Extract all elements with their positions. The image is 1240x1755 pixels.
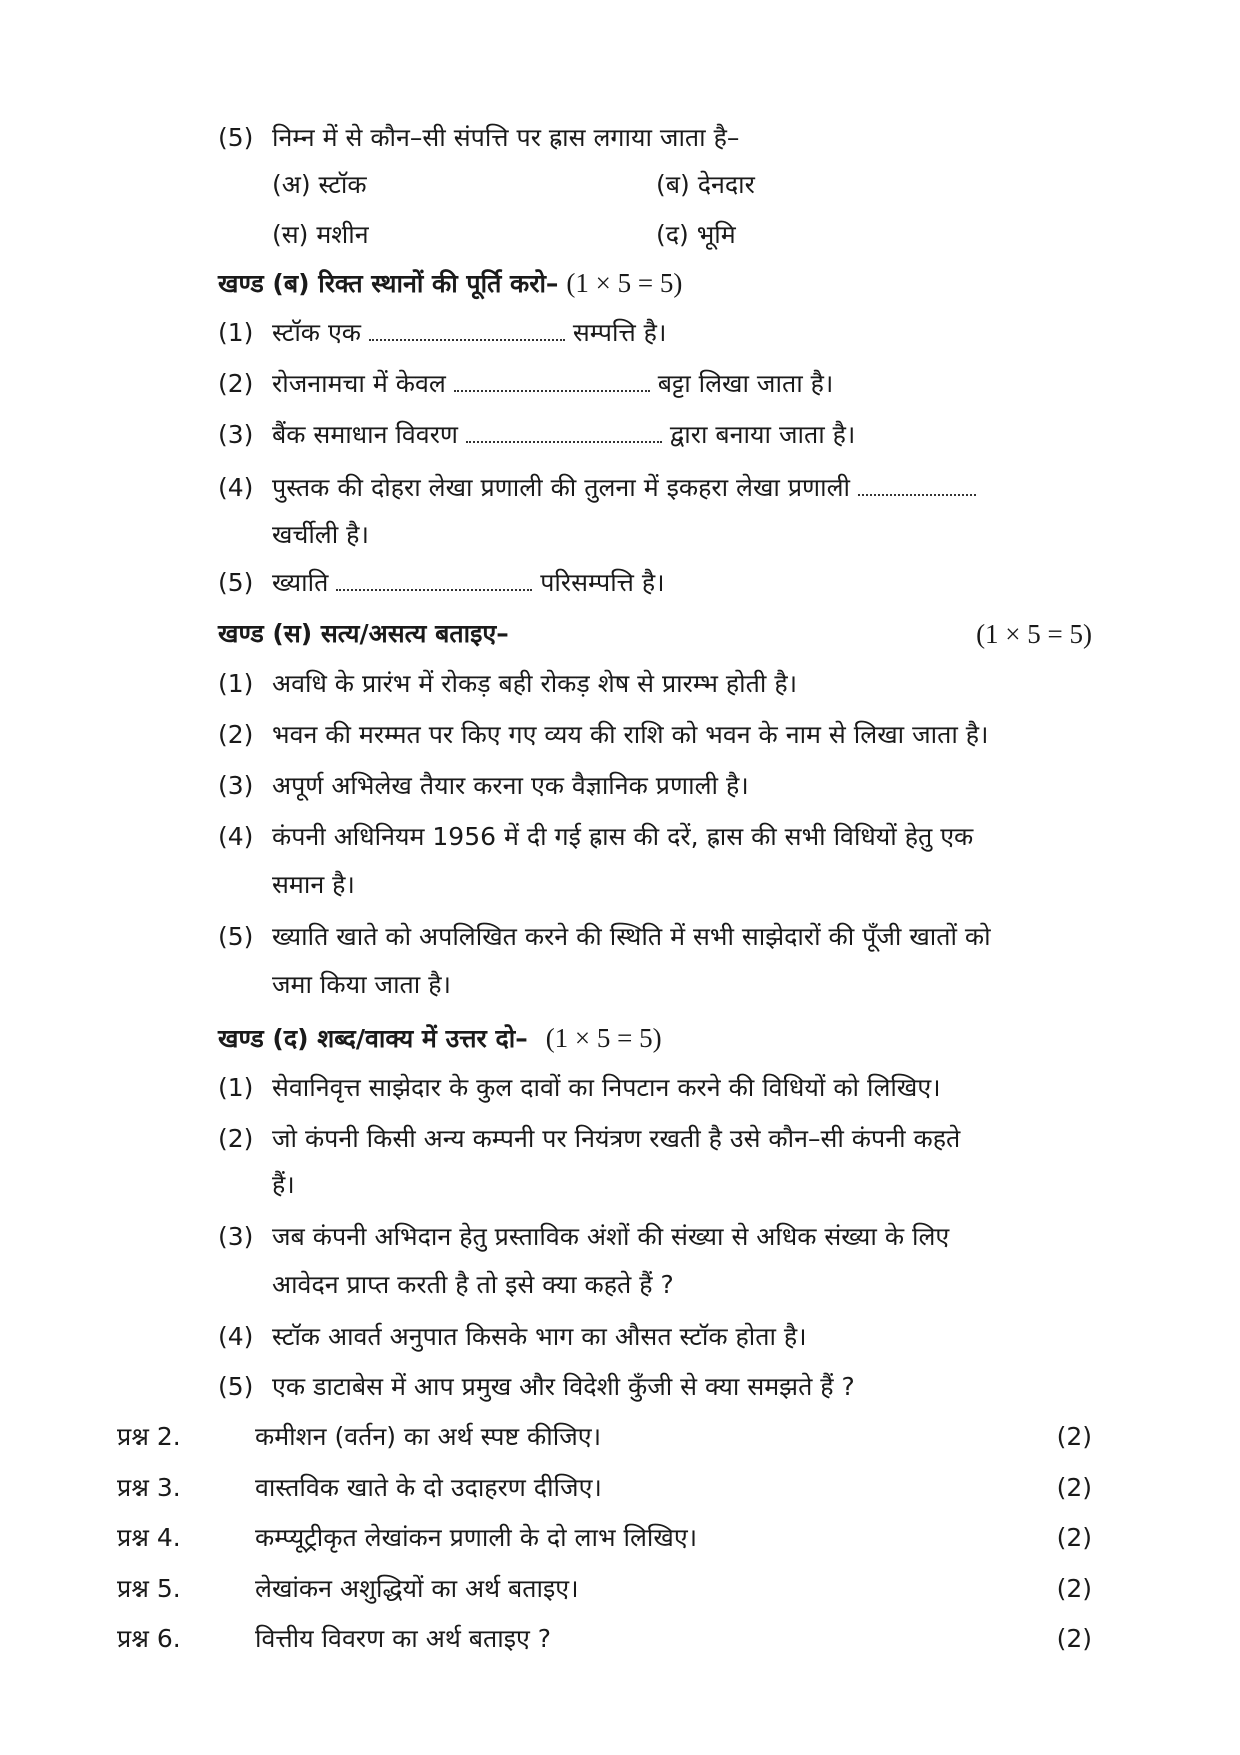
short-answer-number: (1) — [218, 1073, 254, 1102]
section-d-title: खण्ड (द) शब्द/वाक्य में उत्तर दो– — [218, 1024, 528, 1053]
question-marks: (2) — [1056, 1473, 1092, 1502]
question-text: कमीशन (वर्तन) का अर्थ स्पष्ट कीजिए। — [255, 1422, 602, 1451]
true-false-continuation: समान है। — [272, 870, 355, 899]
mcq-option-c: (स) मशीन — [272, 220, 369, 249]
question-label: प्रश्न 6. — [117, 1624, 181, 1653]
question-text: लेखांकन अशुद्धियों का अर्थ बताइए। — [255, 1574, 579, 1603]
section-d-heading — [218, 1021, 662, 1056]
short-answer-number: (4) — [218, 1322, 254, 1351]
question-label: प्रश्न 4. — [117, 1523, 181, 1552]
fill-blank-item — [272, 316, 666, 350]
fill-blank-text-after: बट्टा लिखा जाता है। — [657, 369, 834, 398]
short-answer-question: स्टॉक आवर्त अनुपात किसके भाग का औसत स्टॉक होता है। — [272, 1322, 807, 1351]
fill-blank-number: (4) — [218, 473, 254, 502]
section-b-marks: (1 × 5 = 5) — [566, 268, 683, 298]
blank-space — [858, 476, 976, 496]
true-false-number: (2) — [218, 720, 254, 749]
question-marks: (2) — [1056, 1523, 1092, 1552]
fill-blank-number: (1) — [218, 318, 254, 347]
fill-blank-item — [272, 418, 855, 452]
short-answer-continuation: हैं। — [272, 1170, 295, 1199]
question-marks: (2) — [1056, 1574, 1092, 1603]
mcq-option-b: (ब) देनदार — [656, 170, 755, 199]
section-d-marks: (1 × 5 = 5) — [545, 1023, 662, 1053]
true-false-statement: कंपनी अधिनियम 1956 में दी गई ह्रास की दरें, ह्रास की सभी विधियों हेतु एक — [272, 822, 974, 851]
question-text: कम्प्यूट्रीकृत लेखांकन प्रणाली के दो लाभ लिखिए। — [255, 1523, 698, 1552]
true-false-statement: अपूर्ण अभिलेख तैयार करना एक वैज्ञानिक प्रणाली है। — [272, 771, 749, 800]
fill-blank-item — [272, 566, 665, 600]
fill-blank-text-before: बैंक समाधान विवरण — [272, 420, 458, 449]
short-answer-question: जब कंपनी अभिदान हेतु प्रस्ताविक अंशों की संख्या से अधिक संख्या के लिए — [272, 1222, 950, 1251]
fill-blank-item — [272, 471, 976, 505]
blank-space — [369, 321, 565, 341]
true-false-statement: ख्याति खाते को अपलिखित करने की स्थिति में सभी साझेदारों की पूँजी खातों को — [272, 922, 991, 951]
blank-space — [466, 423, 662, 443]
section-c-title: खण्ड (स) सत्य/असत्य बताइए– — [218, 619, 509, 648]
short-answer-continuation: आवेदन प्राप्त करती है तो इसे क्या कहते हैं ? — [272, 1270, 674, 1299]
fill-blank-text-after: परिसम्पत्ति है। — [540, 568, 665, 597]
question-label: प्रश्न 5. — [117, 1574, 181, 1603]
fill-blank-text-after: सम्पत्ति है। — [572, 318, 667, 347]
blank-space — [336, 571, 532, 591]
true-false-statement: अवधि के प्रारंभ में रोकड़ बही रोकड़ शेष से प्रारम्भ होती है। — [272, 669, 798, 698]
question-marks: (2) — [1056, 1422, 1092, 1451]
fill-blank-number: (3) — [218, 420, 254, 449]
true-false-statement: भवन की मरम्मत पर किए गए व्यय की राशि को भवन के नाम से लिखा जाता है। — [272, 720, 989, 749]
fill-blank-text-before: स्टॉक एक — [272, 318, 361, 347]
question-text: वित्तीय विवरण का अर्थ बताइए ? — [255, 1624, 552, 1653]
question-text: वास्तविक खाते के दो उदाहरण दीजिए। — [255, 1473, 602, 1502]
short-answer-number: (5) — [218, 1372, 254, 1401]
fill-blank-text-before: रोजनामचा में केवल — [272, 369, 446, 398]
fill-blank-text-before: पुस्तक की दोहरा लेखा प्रणाली की तुलना में इकहरा लेखा प्रणाली — [272, 473, 851, 502]
true-false-number: (5) — [218, 922, 254, 951]
short-answer-question: सेवानिवृत्त साझेदार के कुल दावों का निपटान करने की विधियों को लिखिए। — [272, 1073, 941, 1102]
short-answer-number: (3) — [218, 1222, 254, 1251]
true-false-number: (3) — [218, 771, 254, 800]
question-label: प्रश्न 3. — [117, 1473, 181, 1502]
question-marks: (2) — [1056, 1624, 1092, 1653]
fill-blank-continuation: खर्चीली है। — [272, 520, 369, 549]
mcq-option-a: (अ) स्टॉक — [272, 170, 367, 199]
fill-blank-item — [272, 367, 833, 401]
section-b-title: खण्ड (ब) रिक्त स्थानों की पूर्ति करो– — [218, 269, 559, 298]
fill-blank-text-after: द्वारा बनाया जाता है। — [669, 420, 856, 449]
short-answer-question: एक डाटाबेस में आप प्रमुख और विदेशी कुँजी से क्या समझते हैं ? — [272, 1372, 855, 1401]
section-c-marks: (1 × 5 = 5) — [976, 619, 1092, 649]
true-false-number: (1) — [218, 669, 254, 698]
mcq-option-d: (द) भूमि — [656, 220, 736, 249]
true-false-continuation: जमा किया जाता है। — [272, 970, 451, 999]
true-false-number: (4) — [218, 822, 254, 851]
mcq-number: (5) — [218, 123, 254, 152]
short-answer-number: (2) — [218, 1124, 254, 1153]
question-label: प्रश्न 2. — [117, 1422, 181, 1451]
blank-space — [454, 372, 650, 392]
fill-blank-text-before: ख्याति — [272, 568, 329, 597]
fill-blank-number: (5) — [218, 568, 254, 597]
section-b-heading — [218, 266, 682, 301]
short-answer-question: जो कंपनी किसी अन्य कम्पनी पर नियंत्रण रखती है उसे कौन–सी कंपनी कहते — [272, 1124, 961, 1153]
mcq-question: निम्न में से कौन–सी संपत्ति पर ह्रास लगाया जाता है– — [272, 123, 740, 152]
fill-blank-number: (2) — [218, 369, 254, 398]
